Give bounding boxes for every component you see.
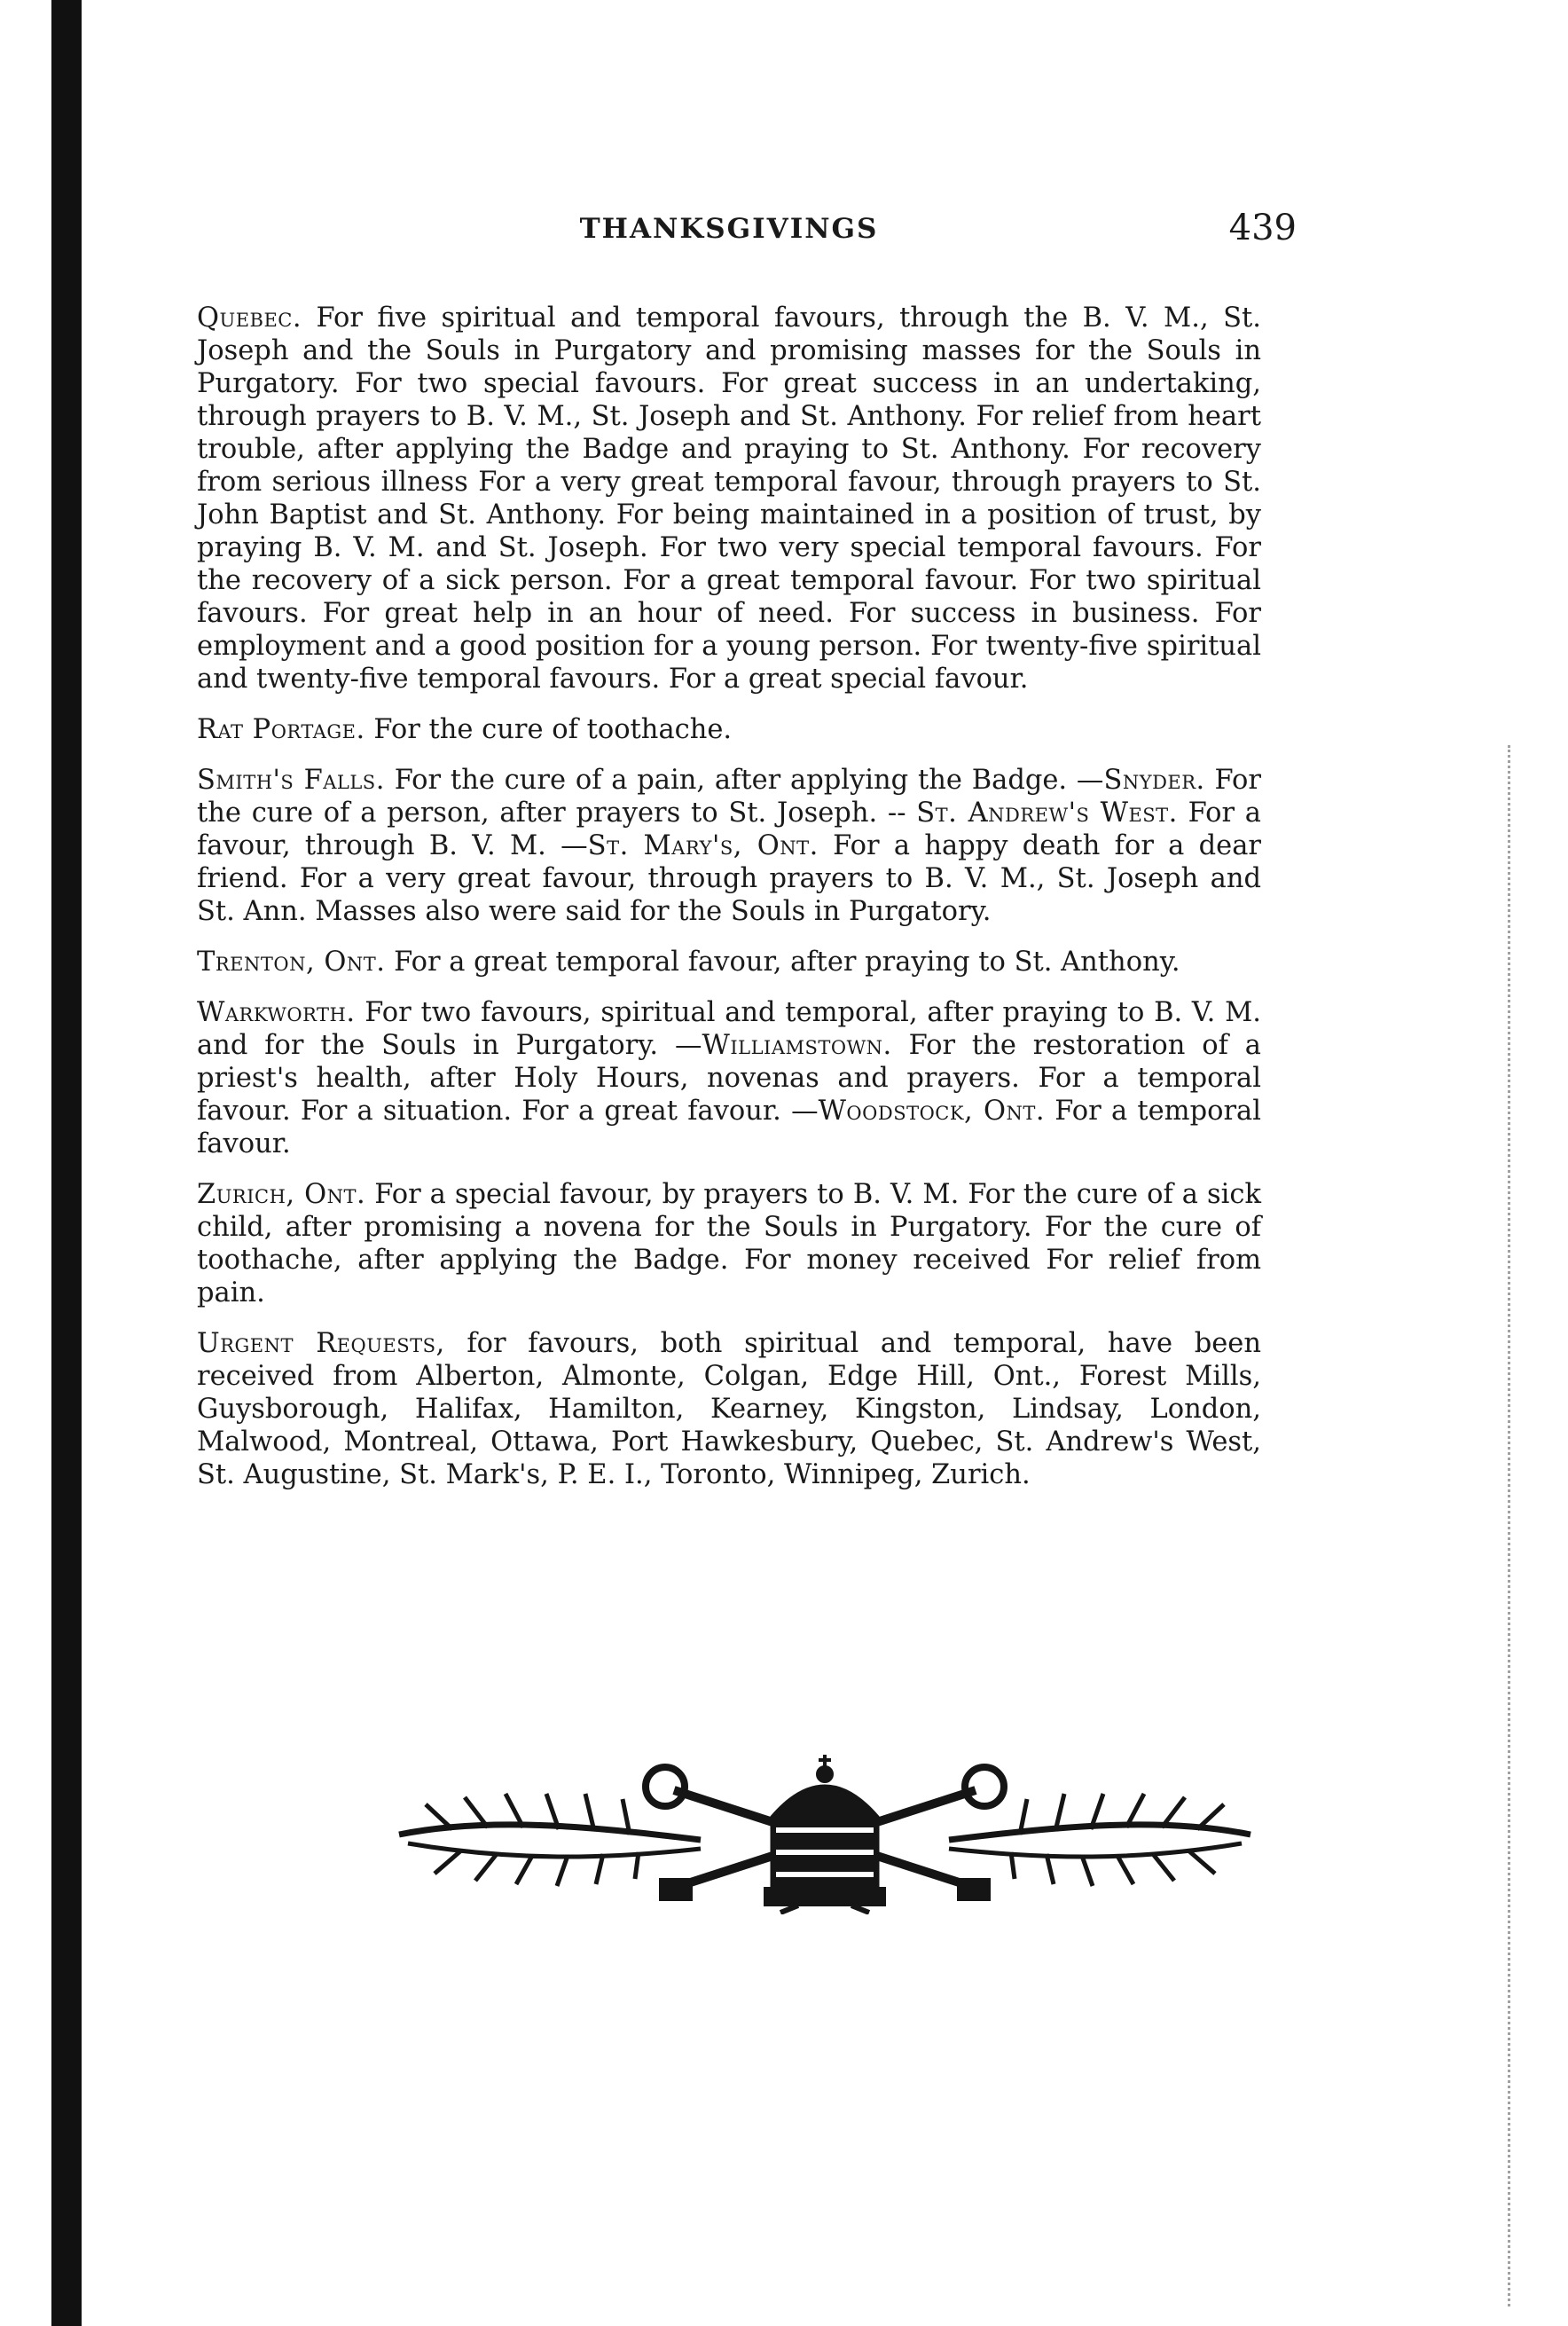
entry-text: For a happy death for a dear friend. For a very great favour, through prayers to B. V. M., St. Joseph and St. Ann. Masses also were said for the Souls in Purgatory. xyxy=(197,830,1261,927)
place-name: Zurich, Ont. xyxy=(197,1179,366,1210)
scan-noise xyxy=(1508,745,1537,2306)
entry-smiths-falls xyxy=(197,764,1261,928)
entry-warkworth xyxy=(197,996,1261,1160)
place-name: St. Andrew's West. xyxy=(916,798,1178,829)
place-name: Quebec. xyxy=(197,303,302,334)
running-title: THANKSGIVINGS xyxy=(579,213,879,245)
running-head xyxy=(197,208,1297,266)
place-name: St. Mary's, Ont. xyxy=(587,830,819,861)
place-name: Warkworth. xyxy=(197,997,356,1028)
entry-text: For a great temporal favour, after praying to St. Anthony. xyxy=(385,947,1180,978)
entry-text: For a favour, through B. V. M. — xyxy=(197,798,1261,861)
entry-text: For the cure of a pain, after applying the Badge. — xyxy=(384,765,1104,796)
entry-text: For a special favour, by prayers to B. V. M. For the cure of a sick child, after promising a novena for the Souls in Purgatory. For the cure of toothache, after applying the Badge. For money received For relief from pain. xyxy=(197,1179,1261,1308)
entry-text: for favours, both spiritual and temporal, have been received from Alberton, Almonte, Colgan, Edge Hill, Ont., Forest Mills, Guysborough, Halifax, Hamilton, Kearney, Kingston, Lindsay, London, Malwood, Montreal, Ottawa, Port Hawkesbury, Quebec, St. Andrew's West, St. Augustine, St. Mark's, P. E. I., Toronto, Winnipeg, Zurich. xyxy=(197,1328,1261,1490)
book-page xyxy=(197,208,1297,1509)
entry-text: For two favours, spiritual and temporal, after praying to B. V. M. and for the Souls in Purgatory. — xyxy=(197,997,1261,1061)
place-name: Snyder. xyxy=(1103,765,1205,796)
place-name: Woodstock, Ont. xyxy=(818,1096,1046,1127)
place-name: Smith's Falls. xyxy=(197,765,385,796)
entry-urgent-requests xyxy=(197,1327,1261,1491)
entry-rat-portage xyxy=(197,713,1261,746)
place-name: Trenton, Ont. xyxy=(197,947,386,978)
entry-zurich xyxy=(197,1178,1261,1309)
entry-text: For the cure of a person, after prayers to St. Joseph. -- xyxy=(197,765,1261,829)
place-name: Urgent Requests, xyxy=(197,1328,445,1359)
entry-quebec xyxy=(197,302,1261,695)
entry-text: For five spiritual and temporal favours, through the B. V. M., St. Joseph and the Souls in Purgatory and promising masses for the Souls in Purgatory. For two special favours. For great success in an undertaking, through prayers to B. V. M., St. Joseph and St. Anthony. For relief from heart trouble, after applying the Badge and praying to St. Anthony. For recovery from serious illness For a very great temporal favour, through prayers to St. John Baptist and St. Anthony. For being maintained in a position of trust, by praying B. V. M. and St. Joseph. For two very special temporal favours. For the recovery of a sick person. For a great temporal favour. For two spiritual favours. For great help in an hour of need. For success in business. For employment and a good position for a young person. For twenty-five spiritual and twenty-five temporal favours. For a great special favour. xyxy=(197,303,1261,695)
entry-text: For the cure of toothache. xyxy=(365,714,733,745)
papal-tiara-and-crossed-keys-ornament-icon xyxy=(381,1755,1268,1914)
entry-trenton xyxy=(197,946,1261,978)
place-name: Williamstown. xyxy=(702,1030,892,1061)
place-name: Rat Portage. xyxy=(197,714,365,745)
entry-text: For the restoration of a priest's health, after Holy Hours, novenas and prayers. For a temporal favour. For a situation. For a great favour. — xyxy=(197,1030,1261,1127)
page-binding-edge xyxy=(51,0,82,2326)
page-number: 439 xyxy=(1228,208,1297,248)
entry-text: For a temporal favour. xyxy=(197,1096,1261,1159)
